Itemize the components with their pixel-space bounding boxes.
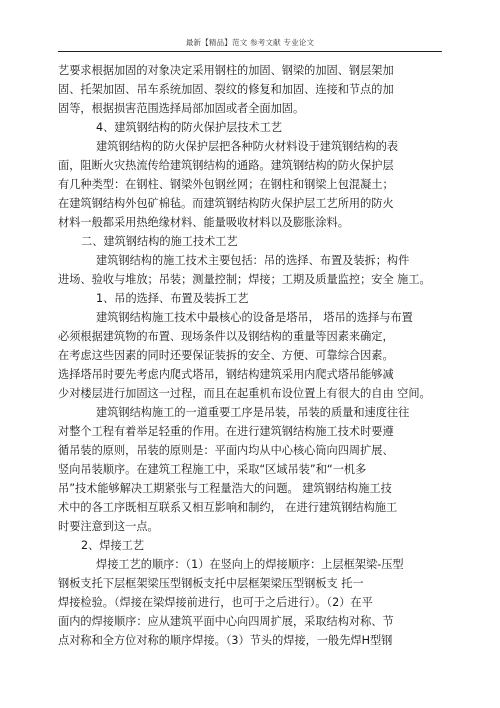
text-line: 建筑钢结构的施工技术主要包括：吊的选择、布置及装拆；构件 [96, 254, 410, 267]
text-line: 面，阻断火灾热流传给建筑钢结构的通路。建筑钢结构的防火保护层 [58, 159, 394, 172]
text-line: 建筑钢结构的防火保护层把各种防火材料设于建筑钢结构的表 [96, 140, 399, 153]
section-heading: 2、焊接工艺 [81, 539, 145, 552]
text-line: 钢板支托下层框架梁压型钢板支托中层框架梁压型钢板支 托一 [58, 577, 364, 590]
text-line: 艺要求根据加固的对象决定采用钢柱的加固、钢梁的加固、钢层架加 [58, 64, 394, 77]
header-divider [58, 51, 442, 52]
text-line: 在考虑这些因素的同时还要保证装拆的安全、方便、可靠综合因素。 [58, 349, 394, 362]
text-line: 有几种类型：在钢柱、钢梁外包钢丝网；在钢柱和钢梁上包混凝土； [58, 178, 394, 191]
text-line: 建筑钢结构施工的一道重要工序是吊装，吊装的质量和速度往往 [96, 406, 410, 419]
text-line: 建筑钢结构施工技术中最核心的设备是塔吊， 塔吊的选择与布置 [96, 311, 413, 324]
page-header: 最新【精品】范文 参考文献 专业论文 [185, 38, 315, 47]
text-line: 少对楼层进行加固这一过程，而且在起重机布设位置上有很大的自由 空间。 [58, 387, 431, 400]
text-line: 点对称和全方位对称的顺序焊接。（3）节头的焊接，一般先焊H型钢 [58, 634, 393, 647]
text-line: 竖向吊装顺序。在建筑工程施工中，采取“区域吊装”和“一机多 [58, 463, 367, 476]
text-line: 选择塔吊时要先考虑内爬式塔吊，钢结构建筑采用内爬式塔吊能够减 [58, 368, 394, 381]
text-line: 循吊装的原则，吊装的原则是：平面内均从中心核心筒向四周扩展、 [58, 444, 394, 457]
text-line: 焊接检验。（焊接在梁焊接前进行，也可于之后进行）。（2）在平 [58, 596, 373, 609]
text-line: 在建筑钢结构外包矿棉毡。而建筑钢结构防火保护层工艺所用的防火 [58, 197, 394, 210]
text-line: 材料一般都采用热绝缘材料、能量吸收材料以及膨胀涂料。 [58, 216, 349, 229]
section-heading: 4、建筑钢结构的防火保护层技术工艺 [96, 121, 283, 134]
text-line: 必须根据建筑物的布置、现场条件以及钢结构的重量等因素来确定， [58, 330, 394, 343]
text-line: 面内的焊接顺序：应从建筑平面中心向四周扩展，采取结构对称、节 [58, 615, 394, 628]
section-heading: 二、建筑钢结构的施工技术工艺 [81, 235, 238, 248]
text-line: 进场、验收与堆放；吊装；测量控制；焊接；工期及质量监控；安全 施工。 [58, 273, 431, 286]
section-heading: 1、吊的选择、布置及装拆工艺 [96, 292, 249, 305]
text-line: 术中的各工序既相互联系又相互影响和制约， 在进行建筑钢结构施工 [58, 501, 398, 514]
text-line: 固、托架加固、吊车系统加固、裂纹的修复和加固、连接和节点的加 [58, 83, 394, 96]
text-line: 固等，根据损害范围选择局部加固或者全面加固。 [58, 102, 305, 115]
text-line: 吊”技术能够解决工期紧张与工程量浩大的问题。 建筑钢结构施工技 [58, 482, 392, 495]
text-line: 时要注意到这一点。 [58, 520, 159, 533]
text-line: 焊接工艺的顺序：（1）在竖向上的焊接顺序：上层框架梁-压型 [96, 558, 404, 571]
text-line: 对整个工程有着举足轻重的作用。在进行建筑钢结构施工技术时要遵 [58, 425, 394, 438]
